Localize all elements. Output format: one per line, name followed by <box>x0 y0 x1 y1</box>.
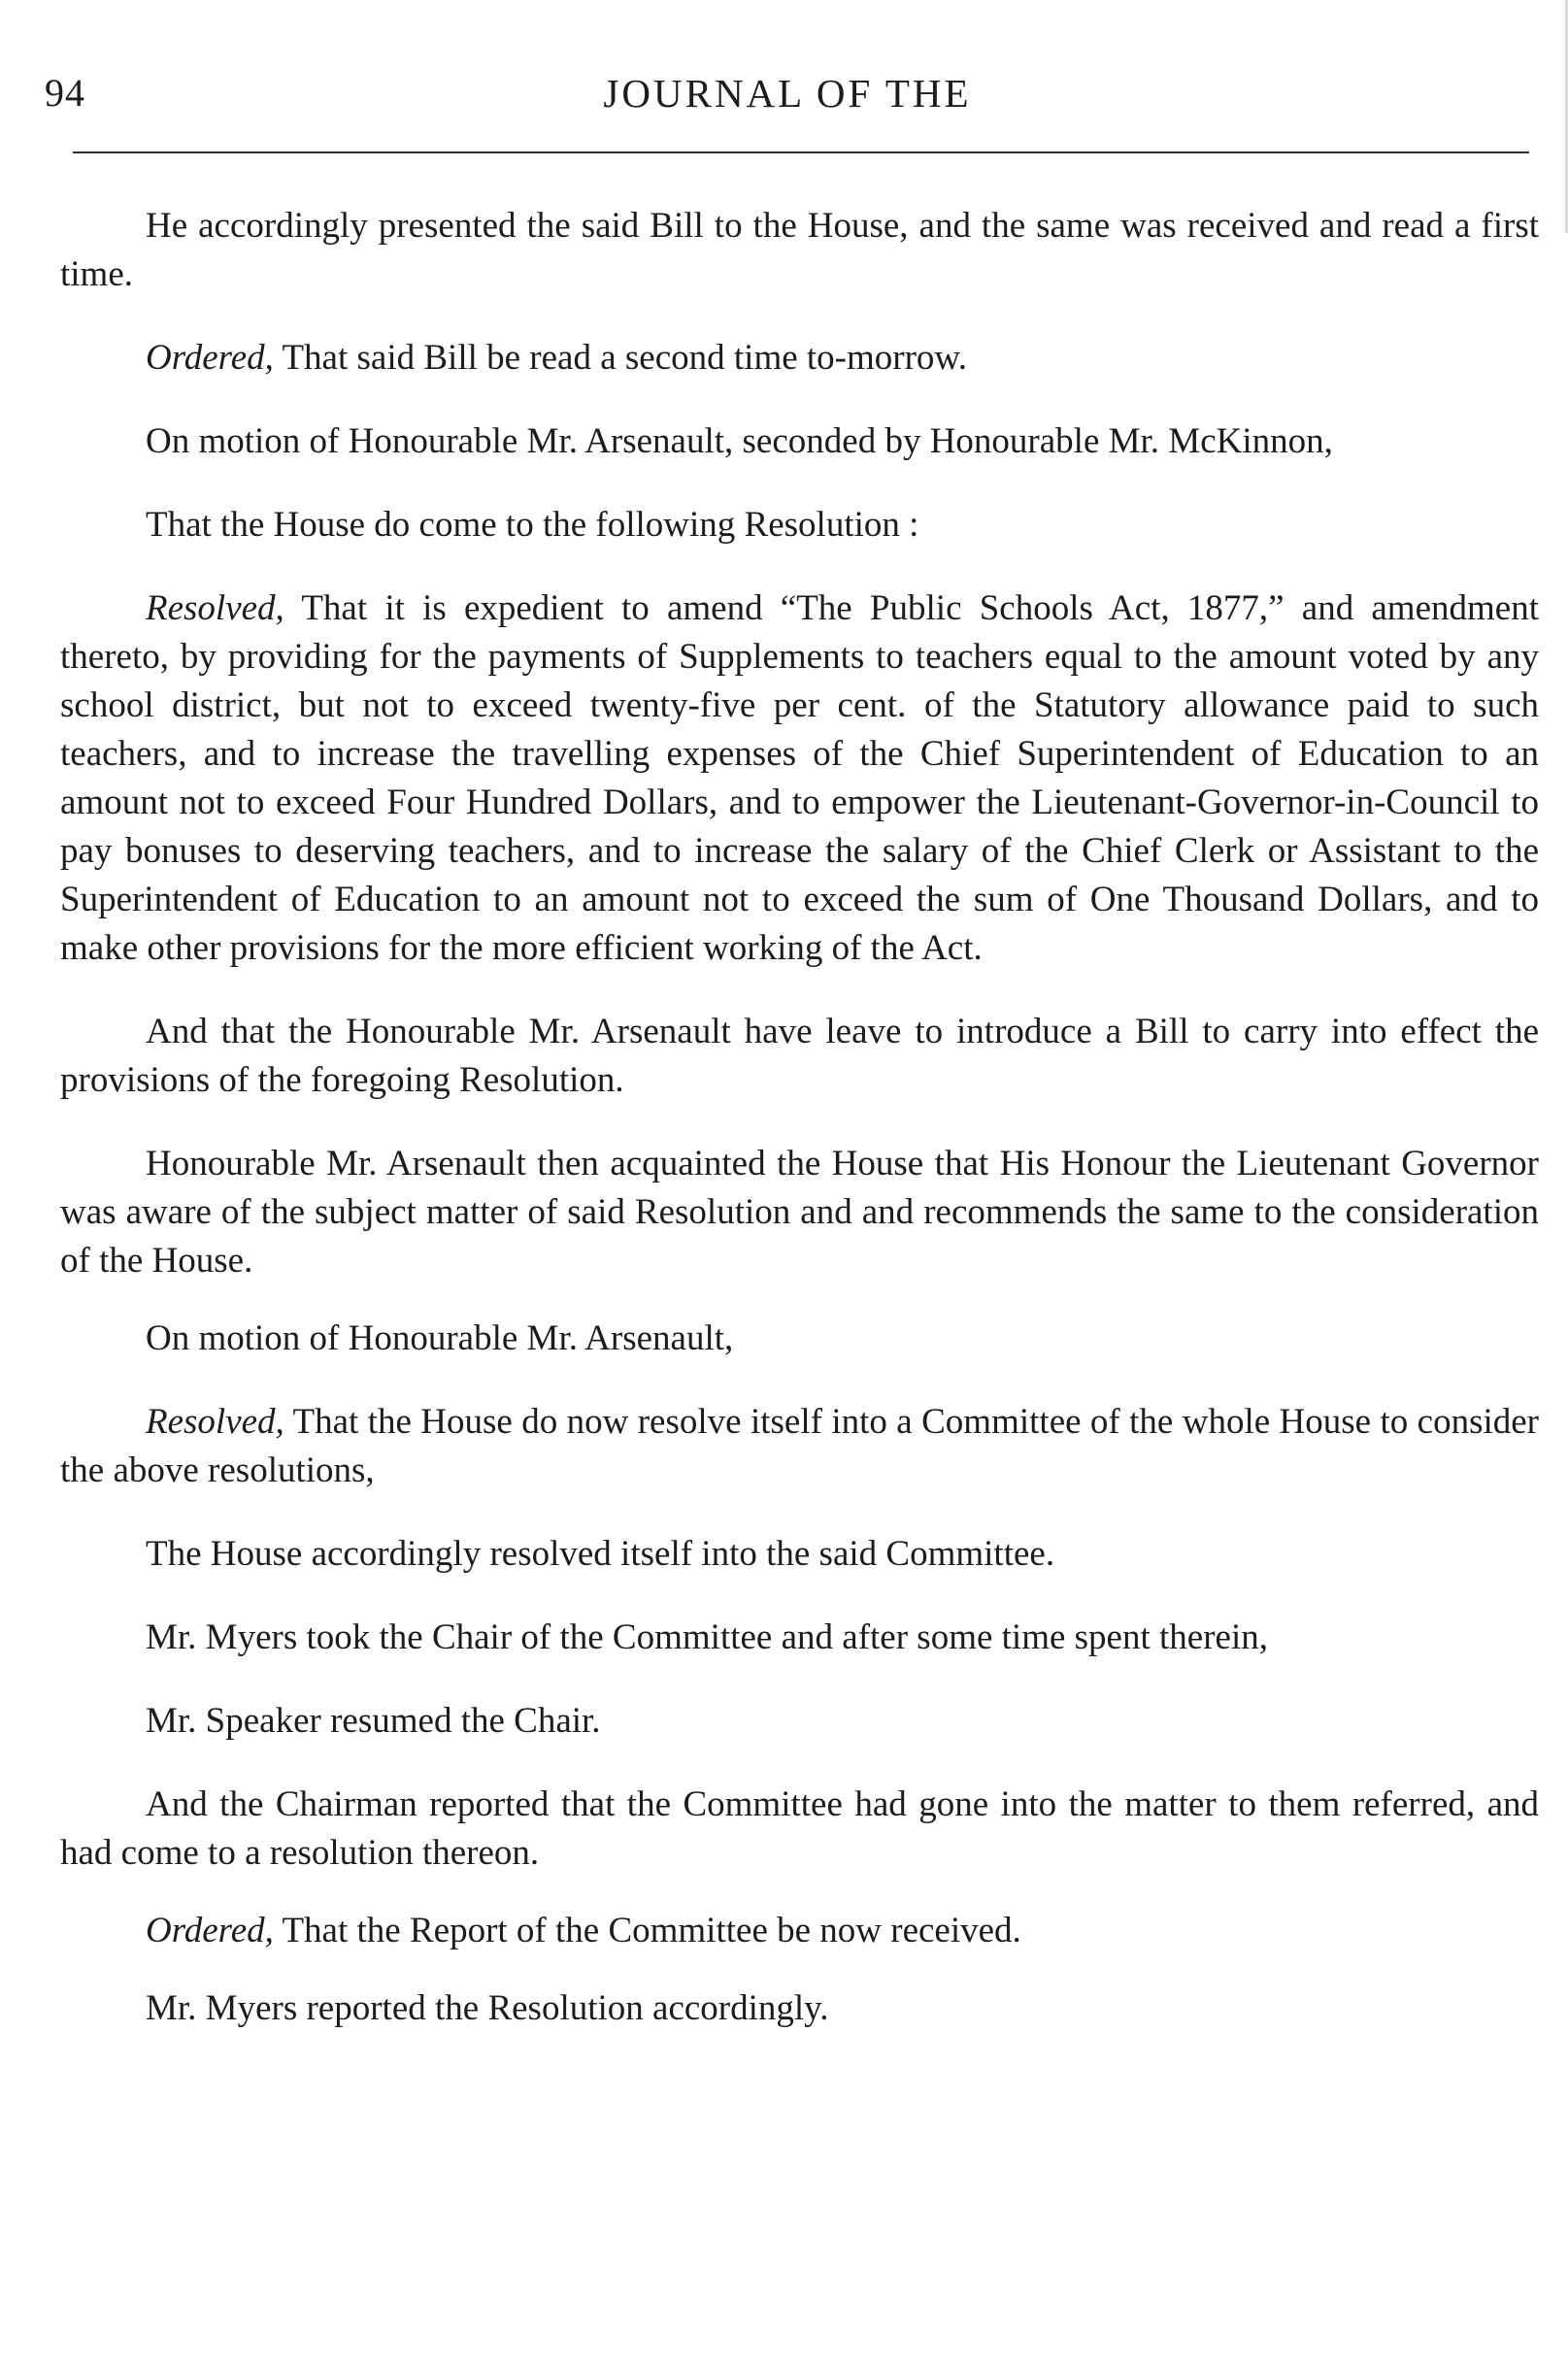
paragraph-text: And the Chairman reported that the Committee had gone into the matter to them referred, and had come to a resolution thereon. <box>60 1784 1539 1873</box>
paragraph-lead: Resolved, <box>146 588 284 628</box>
paragraph-lead: Ordered, <box>146 1911 274 1950</box>
paragraph-motion-arsenault <box>60 1315 1539 1363</box>
paragraph-chairman-reported <box>60 1781 1539 1878</box>
paragraph-bill-received <box>60 202 1539 299</box>
paragraph-following-resolution <box>60 501 1539 550</box>
paragraph-text: He accordingly presented the said Bill to the House, and the same was received and read a first time. <box>60 206 1539 294</box>
paragraph-leave-to-introduce <box>60 1008 1539 1105</box>
paragraph-text: Mr. Myers took the Chair of the Committee and after some time spent therein, <box>146 1617 1268 1657</box>
paragraph-text: That it is expedient to amend “The Public Schools Act, 1877,” and amendment thereto, by providing for the payments of Supplements to teachers equal to the amount voted by any school district, but not to exceed twenty-five per cent. of the Statutory allowance paid to such teachers, and to increase the travelling expenses of the Chief Superintendent of Education to an amount not to exceed Four Hundred Dollars, and to empower the Lieutenant-Governor-in-Council to pay bonuses to deserving teachers, and to increase the salary of the Chief Clerk or Assistant to the Superintendent of Education to an amount not to exceed the sum of One Thousand Dollars, and to make other provisions for the more efficient working of the Act. <box>60 588 1539 968</box>
paragraph-ordered-second-reading <box>60 334 1539 383</box>
running-title: JOURNAL OF THE <box>603 71 972 116</box>
paragraph-text: Mr. Speaker resumed the Chair. <box>146 1701 601 1741</box>
paragraph-text: The House accordingly resolved itself into the said Committee. <box>146 1534 1055 1574</box>
paragraph-text: That the House do now resolve itself into a Committee of the whole House to consider the above resolutions, <box>60 1402 1539 1490</box>
paragraph-text: That said Bill be read a second time to-morrow. <box>273 338 967 378</box>
paragraph-text: And that the Honourable Mr. Arsenault have leave to introduce a Bill to carry into effect the provisions of the foregoing Resolution. <box>60 1012 1539 1100</box>
paragraph-text: That the Report of the Committee be now received. <box>273 1911 1021 1950</box>
page-header <box>45 70 1530 118</box>
paragraph-speaker-resumed <box>60 1697 1539 1746</box>
paragraph-resolved-committee <box>60 1398 1539 1495</box>
paragraph-myers-reported <box>60 1984 1539 2033</box>
paragraph-resolved-amend-act <box>60 584 1539 973</box>
paragraph-text: That the House do come to the following Resolution : <box>146 505 919 545</box>
paragraph-text: Mr. Myers reported the Resolution accordingly. <box>146 1988 829 2028</box>
paragraph-lead: Resolved, <box>146 1402 284 1442</box>
header-rule <box>73 151 1529 153</box>
paragraph-house-resolved <box>60 1530 1539 1579</box>
journal-body <box>60 202 1539 2068</box>
paragraph-text: On motion of Honourable Mr. Arsenault, seconded by Honourable Mr. McKinnon, <box>146 421 1333 461</box>
paragraph-motion <box>60 417 1539 466</box>
paragraph-lead: Ordered, <box>146 338 274 378</box>
paragraph-ordered-report <box>60 1907 1539 1955</box>
paragraph-lieutenant-governor <box>60 1140 1539 1285</box>
paragraph-myers-chair <box>60 1614 1539 1662</box>
paragraph-text: On motion of Honourable Mr. Arsenault, <box>146 1318 734 1358</box>
page-number: 94 <box>45 71 85 115</box>
paragraph-text: Honourable Mr. Arsenault then acquainted the House that His Honour the Lieutenant Governor was aware of the subject matter of said Resolution and and recommends the same to the consideration of the House. <box>60 1144 1539 1281</box>
